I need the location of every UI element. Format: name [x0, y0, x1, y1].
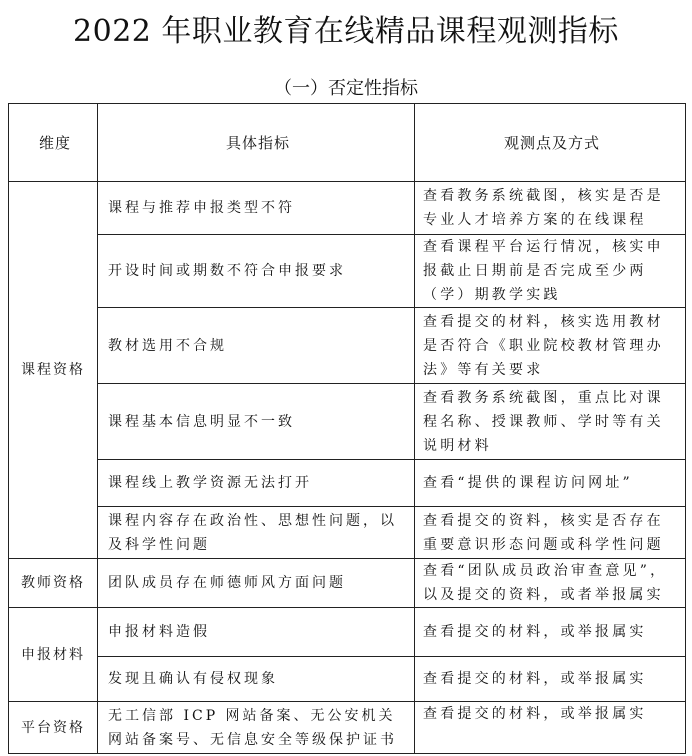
- observation-cell: 查看提交的资料，核实是否存在重要意识形态问题或科学性问题: [415, 507, 686, 559]
- document-title: 2022 年职业教育在线精品课程观测指标: [73, 14, 619, 49]
- table-row: [9, 608, 686, 657]
- table-row: [9, 384, 686, 460]
- table-header-row: [9, 104, 686, 182]
- indicator-cell: 课程线上教学资源无法打开: [98, 460, 415, 507]
- indicator-cell: 课程基本信息明显不一致: [98, 384, 415, 460]
- observation-cell: 查看“团队成员政治审查意见”，以及提交的资料，或者举报属实: [415, 559, 686, 608]
- dimension-cell: 课程资格: [9, 182, 98, 559]
- observation-cell: 查看提交的材料，或举报属实: [415, 608, 686, 657]
- observation-cell: 查看提交的材料，或举报属实: [415, 657, 686, 702]
- table-row: [9, 308, 686, 384]
- dimension-cell: 平台资格: [9, 702, 98, 754]
- table-row: [9, 702, 686, 754]
- indicator-cell: 申报材料造假: [98, 608, 415, 657]
- indicator-cell: 课程与推荐申报类型不符: [98, 182, 415, 235]
- observation-cell: 查看提交的材料，或举报属实: [415, 702, 686, 754]
- indicator-cell: 教材选用不合规: [98, 308, 415, 384]
- table-row: [9, 507, 686, 559]
- indicator-cell: 团队成员存在师德师风方面问题: [98, 559, 415, 608]
- dimension-cell: 教师资格: [9, 559, 98, 608]
- observation-cell: 查看教务系统截图，核实是否是专业人才培养方案的在线课程: [415, 182, 686, 235]
- header-dimension: 维度: [9, 104, 98, 182]
- observation-cell: 查看“提供的课程访问网址”: [415, 460, 686, 507]
- header-observation: 观测点及方式: [415, 104, 686, 182]
- table-row: [9, 235, 686, 308]
- indicator-cell: 无工信部 ICP 网站备案、无公安机关网站备案号、无信息安全等级保护证书: [98, 702, 415, 754]
- table-row: [9, 559, 686, 608]
- indicator-cell: 课程内容存在政治性、思想性问题，以及科学性问题: [98, 507, 415, 559]
- observation-cell: 查看教务系统截图，重点比对课程名称、授课教师、学时等有关说明材料: [415, 384, 686, 460]
- dimension-cell: 申报材料: [9, 608, 98, 702]
- observation-cell: 查看提交的材料，核实选用教材是否符合《职业院校教材管理办法》等有关要求: [415, 308, 686, 384]
- header-indicator: 具体指标: [98, 104, 415, 182]
- indicator-cell: 发现且确认有侵权现象: [98, 657, 415, 702]
- indicator-table: [8, 103, 686, 754]
- indicator-cell: 开设时间或期数不符合申报要求: [98, 235, 415, 308]
- table-row: [9, 657, 686, 702]
- section-subtitle: （一）否定性指标: [274, 78, 418, 99]
- table-row: [9, 182, 686, 235]
- observation-cell: 查看课程平台运行情况，核实申报截止日期前是否完成至少两（学）期教学实践: [415, 235, 686, 308]
- table-row: [9, 460, 686, 507]
